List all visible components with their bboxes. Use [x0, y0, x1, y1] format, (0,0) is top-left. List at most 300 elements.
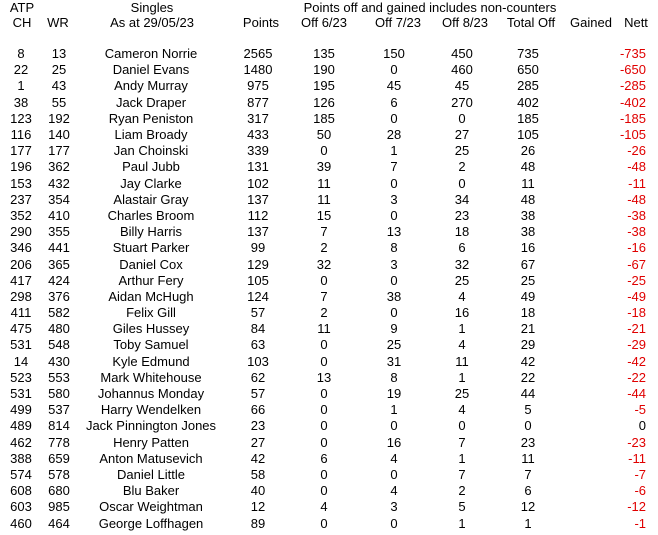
total-off-cell: 29: [520, 337, 536, 353]
gained-cell: [562, 435, 608, 451]
gained-cell: [562, 370, 608, 386]
off8-cell: 32: [454, 256, 470, 272]
wr-cell: 480: [48, 321, 70, 337]
points-cell: 102: [247, 175, 269, 191]
points-cell: 433: [247, 127, 269, 143]
off7-cell: 3: [390, 256, 398, 272]
table-row: [0, 515, 658, 531]
points-cell: 105: [247, 272, 269, 288]
points-cell: 27: [250, 434, 266, 450]
singles-header: Singles: [130, 0, 174, 15]
player-name-cell: Toby Samuel: [113, 337, 189, 353]
gained-cell: [562, 192, 608, 208]
gained-cell: [562, 467, 608, 483]
note-header: Points off and gained includes non-counters: [303, 0, 557, 15]
gained-cell: [562, 483, 608, 499]
nett-header: Nett: [624, 15, 648, 30]
total-off-cell: 12: [520, 499, 536, 515]
off8-cell: 25: [454, 143, 470, 159]
points-cell: 112: [247, 207, 269, 223]
wr-cell: 537: [48, 402, 70, 418]
total-off-cell: 48: [520, 191, 536, 207]
gained-cell: [562, 451, 608, 467]
gained-cell: [562, 337, 608, 353]
off7-cell: 3: [390, 191, 398, 207]
ch-cell: 411: [10, 305, 32, 321]
table-row: [0, 435, 658, 451]
total-off-cell: 16: [520, 240, 536, 256]
points-cell: 975: [247, 78, 269, 94]
off7-cell: 4: [390, 450, 398, 466]
ch-cell: 290: [10, 224, 32, 240]
off6-cell: 11: [317, 175, 331, 191]
nett-cell: -25: [627, 272, 646, 288]
off6-cell: 15: [316, 207, 332, 223]
gained-cell: [562, 386, 608, 402]
total-off-cell: 5: [524, 402, 532, 418]
points-cell: 131: [247, 159, 269, 175]
off7-cell: 0: [390, 418, 398, 434]
ch-cell: 206: [10, 256, 32, 272]
off8-cell: 270: [451, 94, 473, 110]
total-off-cell: 38: [520, 207, 536, 223]
off6-cell: 0: [320, 434, 328, 450]
off8-cell: 16: [454, 305, 470, 321]
points-cell: 42: [250, 450, 266, 466]
wr-cell: 548: [48, 337, 70, 353]
ch-cell: 388: [10, 450, 32, 466]
player-name-cell: Ryan Peniston: [108, 110, 194, 126]
player-name-cell: Johannus Monday: [97, 386, 205, 402]
total-off-cell: 21: [520, 321, 536, 337]
ch-cell: 346: [10, 240, 32, 256]
ch-cell: 237: [10, 191, 32, 207]
off8-cell: 460: [451, 62, 473, 78]
ch-cell: 523: [10, 369, 32, 385]
total-off-cell: 22: [520, 369, 536, 385]
points-cell: 317: [247, 110, 269, 126]
points-cell: 89: [250, 515, 266, 531]
nett-cell: -6: [634, 483, 646, 499]
total-off-cell: 49: [520, 288, 536, 304]
off6-cell: 13: [316, 369, 332, 385]
off6-cell: 7: [320, 224, 328, 240]
nett-cell: -650: [619, 62, 646, 78]
gained-cell: [562, 224, 608, 240]
wr-cell: 814: [48, 418, 70, 434]
off8-cell: 6: [458, 240, 466, 256]
gained-cell: [562, 418, 608, 434]
points-cell: 1480: [243, 62, 273, 78]
off7-cell: 0: [390, 62, 398, 78]
nett-cell: 0: [638, 418, 646, 434]
off8-cell: 2: [458, 159, 466, 175]
total-off-cell: 25: [520, 272, 536, 288]
ch-cell: 196: [10, 159, 32, 175]
player-name-cell: Cameron Norrie: [104, 46, 198, 62]
total-off-cell: 11: [521, 175, 535, 191]
table-row: [0, 46, 658, 62]
ch-cell: 38: [13, 94, 29, 110]
table-row: [0, 143, 658, 159]
table-body: [0, 46, 658, 532]
off6-cell: 11: [317, 321, 331, 337]
ch-cell: 298: [10, 288, 32, 304]
off8-cell: 450: [451, 46, 473, 62]
off7-cell: 0: [390, 110, 398, 126]
atp-header: ATP: [9, 0, 35, 15]
wr-header: WR: [47, 15, 69, 30]
off6-cell: 0: [320, 353, 328, 369]
player-name-cell: Oscar Weightman: [99, 499, 203, 515]
total-off-cell: 6: [524, 483, 532, 499]
points-cell: 103: [247, 353, 269, 369]
gained-cell: [562, 256, 608, 272]
off7-cell: 28: [386, 127, 402, 143]
table-row: [0, 305, 658, 321]
gained-cell: [562, 127, 608, 143]
total-off-cell: 44: [520, 386, 536, 402]
off6-cell: 2: [320, 305, 328, 321]
total-off-cell: 26: [520, 143, 536, 159]
gained-cell: [562, 208, 608, 224]
player-name-cell: Charles Broom: [107, 207, 195, 223]
gained-cell: [562, 240, 608, 256]
points-cell: 99: [250, 240, 266, 256]
wr-cell: 354: [48, 191, 70, 207]
ch-cell: 531: [10, 386, 32, 402]
wr-cell: 177: [48, 143, 70, 159]
off7-cell: 8: [390, 240, 398, 256]
ch-cell: 123: [10, 110, 32, 126]
off7-cell: 3: [390, 499, 398, 515]
off6-cell: 0: [320, 143, 328, 159]
off7-cell: 38: [386, 288, 402, 304]
off8-cell: 11: [455, 353, 469, 369]
points-cell: 63: [250, 337, 266, 353]
nett-cell: -12: [627, 499, 646, 515]
nett-cell: -21: [627, 321, 646, 337]
gained-cell: [562, 62, 608, 78]
points-cell: 339: [247, 143, 269, 159]
ch-cell: 489: [10, 418, 32, 434]
total-off-cell: 185: [517, 110, 539, 126]
points-cell: 877: [247, 94, 269, 110]
table-row: [0, 499, 658, 515]
player-name-cell: Alastair Gray: [113, 191, 189, 207]
table-row: [0, 483, 658, 499]
player-name-cell: Henry Patten: [113, 434, 189, 450]
off7-cell: 150: [383, 46, 405, 62]
nett-cell: -26: [627, 143, 646, 159]
total-off-cell: 48: [520, 159, 536, 175]
total-off-cell: 1: [524, 515, 532, 531]
off8-header: Off 8/23: [441, 15, 488, 30]
nett-cell: -16: [627, 240, 646, 256]
off6-cell: 6: [320, 450, 328, 466]
points-cell: 58: [250, 466, 266, 482]
points-cell: 23: [250, 418, 266, 434]
player-name-cell: Mark Whitehouse: [100, 369, 202, 385]
total-off-cell: 42: [520, 353, 536, 369]
nett-cell: -49: [627, 288, 646, 304]
table-row: [0, 418, 658, 434]
nett-cell: -48: [627, 159, 646, 175]
off8-cell: 4: [458, 402, 466, 418]
nett-cell: -7: [634, 466, 646, 482]
off8-cell: 1: [458, 321, 466, 337]
player-name-cell: Jack Draper: [115, 94, 187, 110]
wr-cell: 464: [48, 515, 70, 531]
off6-cell: 0: [320, 402, 328, 418]
off7-cell: 1: [390, 143, 398, 159]
wr-cell: 365: [48, 256, 70, 272]
nett-cell: -38: [627, 224, 646, 240]
ch-cell: 531: [10, 337, 32, 353]
gained-cell: [562, 159, 608, 175]
ch-cell: 116: [10, 127, 32, 143]
off7-cell: 1: [390, 402, 398, 418]
off8-cell: 0: [458, 110, 466, 126]
off7-cell: 8: [390, 369, 398, 385]
player-name-cell: Billy Harris: [119, 224, 183, 240]
table-row: [0, 176, 658, 192]
ch-cell: 475: [10, 321, 32, 337]
ch-cell: 460: [10, 515, 32, 531]
total-off-cell: 0: [524, 418, 532, 434]
player-name-cell: Jack Pinnington Jones: [85, 418, 217, 434]
table-row: [0, 370, 658, 386]
off6-cell: 39: [316, 159, 332, 175]
off7-cell: 0: [390, 175, 398, 191]
nett-cell: -42: [627, 353, 646, 369]
off6-cell: 0: [320, 337, 328, 353]
wr-cell: 140: [48, 127, 70, 143]
off6-cell: 7: [320, 288, 328, 304]
player-name-cell: George Loffhagen: [98, 515, 204, 531]
off7-cell: 0: [390, 207, 398, 223]
wr-cell: 43: [51, 78, 67, 94]
player-name-cell: Daniel Little: [117, 466, 185, 482]
player-name-cell: Andy Murray: [114, 78, 188, 94]
nett-cell: -402: [619, 94, 646, 110]
off7-cell: 0: [390, 515, 398, 531]
wr-cell: 659: [48, 450, 70, 466]
off8-cell: 1: [458, 369, 466, 385]
table-row: [0, 273, 658, 289]
off7-cell: 0: [390, 305, 398, 321]
off7-cell: 9: [390, 321, 398, 337]
points-cell: 137: [247, 191, 269, 207]
off7-header: Off 7/23: [374, 15, 421, 30]
nett-cell: -11: [628, 175, 646, 191]
nett-cell: -18: [627, 305, 646, 321]
nett-cell: -5: [634, 402, 646, 418]
player-name-cell: Paul Jubb: [122, 159, 180, 175]
nett-cell: -185: [619, 110, 646, 126]
off8-cell: 1: [458, 515, 466, 531]
ch-cell: 1: [17, 78, 25, 94]
player-name-cell: Aidan McHugh: [108, 288, 194, 304]
wr-cell: 680: [48, 483, 70, 499]
nett-cell: -105: [619, 127, 646, 143]
table-row: [0, 224, 658, 240]
off6-cell: 0: [320, 466, 328, 482]
total-off-cell: 67: [520, 256, 536, 272]
off6-header: Off 6/23: [300, 15, 347, 30]
gained-cell: [562, 143, 608, 159]
player-name-cell: Harry Wendelken: [100, 402, 202, 418]
gained-cell: [562, 273, 608, 289]
nett-cell: -735: [619, 46, 646, 62]
off6-cell: 32: [316, 256, 332, 272]
player-name-cell: Jay Clarke: [120, 175, 182, 191]
ch-cell: 177: [10, 143, 32, 159]
player-name-cell: Daniel Cox: [119, 256, 183, 272]
wr-cell: 430: [48, 353, 70, 369]
wr-cell: 25: [51, 62, 67, 78]
off8-cell: 2: [458, 483, 466, 499]
ch-cell: 499: [10, 402, 32, 418]
ch-cell: 462: [10, 434, 32, 450]
off8-cell: 25: [454, 272, 470, 288]
total-off-header: Total Off: [506, 15, 556, 30]
ch-header: CH: [12, 15, 32, 30]
nett-cell: -38: [627, 207, 646, 223]
points-cell: 124: [247, 288, 269, 304]
wr-cell: 362: [48, 159, 70, 175]
table-row: [0, 337, 658, 353]
points-cell: 62: [250, 369, 266, 385]
nett-cell: -29: [627, 337, 646, 353]
off7-cell: 16: [386, 434, 402, 450]
nett-cell: -1: [634, 515, 646, 531]
off8-cell: 0: [458, 175, 466, 191]
player-name-cell: Daniel Evans: [112, 62, 190, 78]
off8-cell: 5: [458, 499, 466, 515]
wr-cell: 432: [48, 175, 70, 191]
total-off-cell: 402: [517, 94, 539, 110]
nett-cell: -67: [627, 256, 646, 272]
off7-cell: 0: [390, 466, 398, 482]
off8-cell: 1: [458, 450, 466, 466]
off8-cell: 45: [454, 78, 470, 94]
off7-cell: 25: [386, 337, 402, 353]
total-off-cell: 38: [520, 224, 536, 240]
off8-cell: 18: [454, 224, 470, 240]
player-name-cell: Liam Broady: [114, 127, 188, 143]
wr-cell: 55: [51, 94, 67, 110]
gained-cell: [562, 289, 608, 305]
gained-cell: [562, 402, 608, 418]
gained-cell: [562, 321, 608, 337]
player-name-cell: Felix Gill: [126, 305, 176, 321]
off6-cell: 0: [320, 515, 328, 531]
points-cell: 57: [250, 305, 266, 321]
off7-cell: 7: [390, 159, 398, 175]
table-header: [0, 0, 658, 32]
off8-cell: 4: [458, 288, 466, 304]
as-at-header: As at 29/05/23: [110, 15, 194, 30]
ch-cell: 153: [10, 175, 32, 191]
off8-cell: 7: [458, 466, 466, 482]
off7-cell: 13: [386, 224, 402, 240]
off8-cell: 23: [454, 207, 470, 223]
table-row: [0, 78, 658, 94]
wr-cell: 13: [51, 46, 67, 62]
table-row: [0, 354, 658, 370]
player-name-cell: Stuart Parker: [112, 240, 190, 256]
ch-cell: 8: [17, 46, 25, 62]
wr-cell: 778: [48, 434, 70, 450]
points-cell: 2565: [243, 46, 273, 62]
table-row: [0, 159, 658, 175]
off7-cell: 0: [390, 272, 398, 288]
off7-cell: 6: [390, 94, 398, 110]
off6-cell: 2: [320, 240, 328, 256]
points-header: Points: [242, 15, 280, 30]
points-cell: 137: [247, 224, 269, 240]
wr-cell: 582: [48, 305, 70, 321]
off8-cell: 27: [454, 127, 470, 143]
total-off-cell: 735: [517, 46, 539, 62]
points-cell: 66: [250, 402, 266, 418]
table-row: [0, 386, 658, 402]
off8-cell: 34: [454, 191, 470, 207]
total-off-cell: 105: [517, 127, 539, 143]
nett-cell: -285: [619, 78, 646, 94]
player-name-cell: Kyle Edmund: [112, 353, 190, 369]
gained-cell: [562, 354, 608, 370]
off6-cell: 4: [320, 499, 328, 515]
nett-cell: -22: [627, 369, 646, 385]
wr-cell: 578: [48, 466, 70, 482]
table-row: [0, 240, 658, 256]
off6-cell: 126: [313, 94, 335, 110]
off8-cell: 7: [458, 434, 466, 450]
wr-cell: 580: [48, 386, 70, 402]
off6-cell: 0: [320, 272, 328, 288]
nett-cell: -23: [627, 434, 646, 450]
rankings-table: [0, 46, 658, 532]
ch-cell: 608: [10, 483, 32, 499]
points-cell: 129: [247, 256, 269, 272]
total-off-cell: 285: [517, 78, 539, 94]
gained-header: Gained: [570, 15, 612, 30]
wr-cell: 376: [48, 288, 70, 304]
off6-cell: 185: [313, 110, 335, 126]
gained-cell: [562, 78, 608, 94]
nett-cell: -11: [628, 450, 646, 466]
ch-cell: 603: [10, 499, 32, 515]
points-cell: 57: [250, 386, 266, 402]
off8-cell: 25: [454, 386, 470, 402]
table-row: [0, 256, 658, 272]
off7-cell: 4: [390, 483, 398, 499]
player-name-cell: Arthur Fery: [118, 272, 184, 288]
off6-cell: 50: [316, 127, 332, 143]
off7-cell: 19: [386, 386, 402, 402]
off6-cell: 195: [313, 78, 335, 94]
off6-cell: 0: [320, 418, 328, 434]
nett-cell: -44: [627, 386, 646, 402]
points-cell: 84: [250, 321, 266, 337]
ch-cell: 22: [13, 62, 29, 78]
wr-cell: 410: [48, 207, 70, 223]
player-name-cell: Blu Baker: [122, 483, 180, 499]
gained-cell: [562, 95, 608, 111]
table-row: [0, 208, 658, 224]
